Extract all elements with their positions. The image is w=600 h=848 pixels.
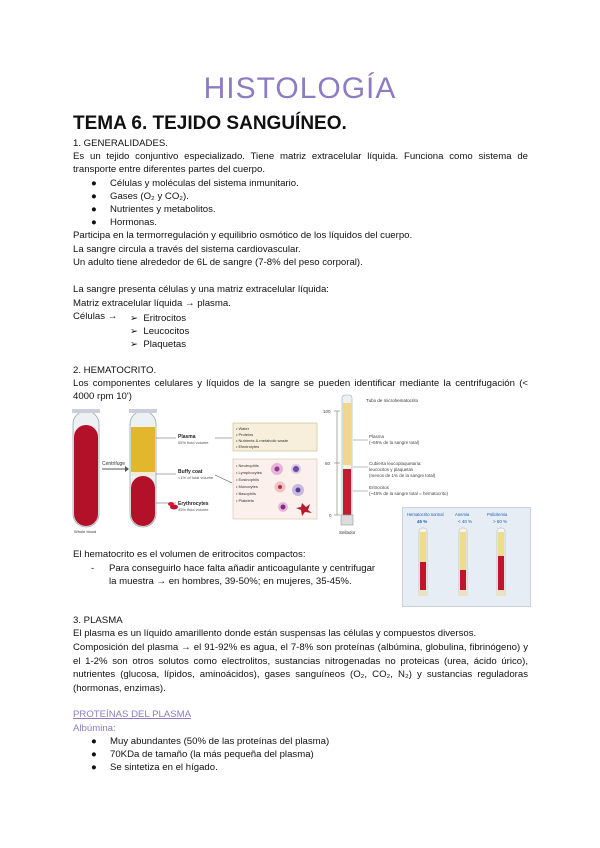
cell-item: • Lymphocytes (236, 470, 262, 475)
ery-sub: 45% fluid volume (178, 507, 209, 512)
paragraph: Es un tejido conjuntivo especializado. Tiene matriz extracelular líquida. Funciona como sistema de transporte entre diferentes partes del cuerpo. (73, 151, 528, 175)
ery-sub: (~45% de la sangre total = hematocrito) (369, 491, 449, 496)
tube-value: > 50 % (493, 519, 508, 524)
centrifuge-label: Centrifuge (102, 461, 126, 467)
whole-blood-label: Whole blood (74, 529, 97, 534)
buffy-label: Cubierta leucoplaquetaria: (369, 461, 422, 466)
list-item: - (91, 563, 95, 574)
ery-label: Eritrocitos (369, 485, 390, 490)
tube-label: Policitemia (487, 512, 508, 517)
paragraph: El plasma es un líquido amarillento donde están suspensas las células y compuestos diversos. (73, 628, 477, 639)
cell-item: • Basophils (236, 491, 256, 496)
list-item: ➢ Eritrocitos (130, 313, 187, 324)
sealant-label: Sellador (339, 530, 356, 535)
list-item: ➢ Plaquetas (130, 339, 187, 350)
list-item: Para conseguirlo hace falta añadir anticoagulante y centrifugar (109, 563, 376, 574)
albumina-label: Albúmina: (73, 723, 116, 734)
chapter-heading: TEMA 6. TEJIDO SANGUÍNEO. (73, 113, 347, 134)
tube-value: < 40 % (458, 519, 473, 524)
list-item: la muestra → en hombres, 39-50%; en mujeres, 35-45%. (109, 576, 352, 587)
plasma-item: • Nutrients & metabolic waste (236, 438, 289, 443)
cell-item: • Platelets (236, 498, 254, 503)
buffy-sub: (menos de 1% de la sangre total) (369, 473, 436, 478)
list-item: ● Se sintetiza en el hígado. (91, 762, 218, 773)
paragraph: Un adulto tiene alrededor de 6L de sangre (7-8% del peso corporal). (73, 257, 363, 268)
list-item: ● Muy abundantes (50% de las proteínas del plasma) (91, 736, 330, 747)
cell-item: • Neutrophils (236, 463, 259, 468)
section-1-heading: 1. GENERALIDADES. (73, 138, 168, 149)
list-item: ● Nutrientes y metabolitos. (91, 204, 216, 215)
plasma-item: • Electrolytes (236, 444, 260, 449)
list-item: ● Gases (O₂ y CO₂). (91, 191, 189, 202)
plasma-sub: (~55% de la sangre total) (369, 440, 420, 445)
tube-label: Hematocrito normal (407, 512, 444, 517)
cell-item: • Monocytes (236, 484, 258, 489)
plasma-item: • Proteins (236, 432, 254, 437)
paragraph: Participa en la termorregulación y equilibrio osmótico de los líquidos del cuerpo. (73, 230, 413, 241)
plasma-label: Plasma (369, 434, 385, 439)
hematocrit-comparison-figure (402, 507, 531, 607)
plasma-item: • Water (236, 426, 250, 431)
paragraph: La sangre presenta células y una matriz extracelular líquida: (73, 284, 329, 295)
scale-label: 60 (325, 461, 331, 466)
paragraph: La sangre circula a través del sistema cardiovascular. (73, 244, 301, 255)
paragraph: Células → (73, 311, 118, 322)
subsection-heading: PROTEÍNAS DEL PLASMA (73, 709, 192, 720)
buffy-label: Buffy coat (178, 469, 203, 475)
paragraph: Composición del plasma → el 91-92% es agua, el 7-8% son proteínas (albúmina, globulina, fibrinógeno) y el 1-2% son otros solutos como electrolitos, sustancias nitrogenadas no proteicas (urea, ácido úrico), nutrientes (glucosa, lípidos, aminoácidos), gases sanguíneos (O₂, CO₂, N₂) y sustancias reguladoras (hormonas, enzimas). (73, 642, 528, 694)
paragraph: El hematocrito es el volumen de eritrocitos compactos: (73, 549, 306, 560)
buffy-sub: <1% of total volume (178, 475, 214, 480)
section-3-heading: 3. PLASMA (73, 615, 123, 626)
paragraph: Los componentes celulares y líquidos de la sangre se pueden identificar mediante la centrifugación (< 4000 rpm 10') (73, 378, 528, 402)
list-item: ● 70KDa de tamaño (la más pequeña del plasma) (91, 749, 314, 760)
paragraph: Matriz extracelular líquida → plasma. (73, 298, 231, 309)
scale-label: 100 (323, 409, 331, 414)
list-item: ● Células y moléculas del sistema inmunitario. (91, 178, 299, 189)
centrifugation-figure (70, 403, 320, 535)
buffy-sub: leucocitos y plaquetas (369, 467, 414, 472)
cell-item: • Eosinophils (236, 477, 259, 482)
scale-label: 0 (329, 513, 332, 518)
plasma-sub: 55% fluid volume (178, 440, 209, 445)
ery-label: Erythrocytes (178, 501, 209, 507)
fig2-title: Tubo de microhematocrito (366, 398, 419, 403)
plasma-label: Plasma (178, 434, 196, 440)
tube-label: Anemia (455, 512, 470, 517)
list-item: ● Hormonas. (91, 217, 157, 228)
tube-value: 45 % (417, 519, 428, 524)
list-item: ➢ Leucocitos (130, 326, 190, 337)
section-2-heading: 2. HEMATOCRITO. (73, 365, 157, 376)
document-title: HISTOLOGÍA (203, 72, 397, 105)
